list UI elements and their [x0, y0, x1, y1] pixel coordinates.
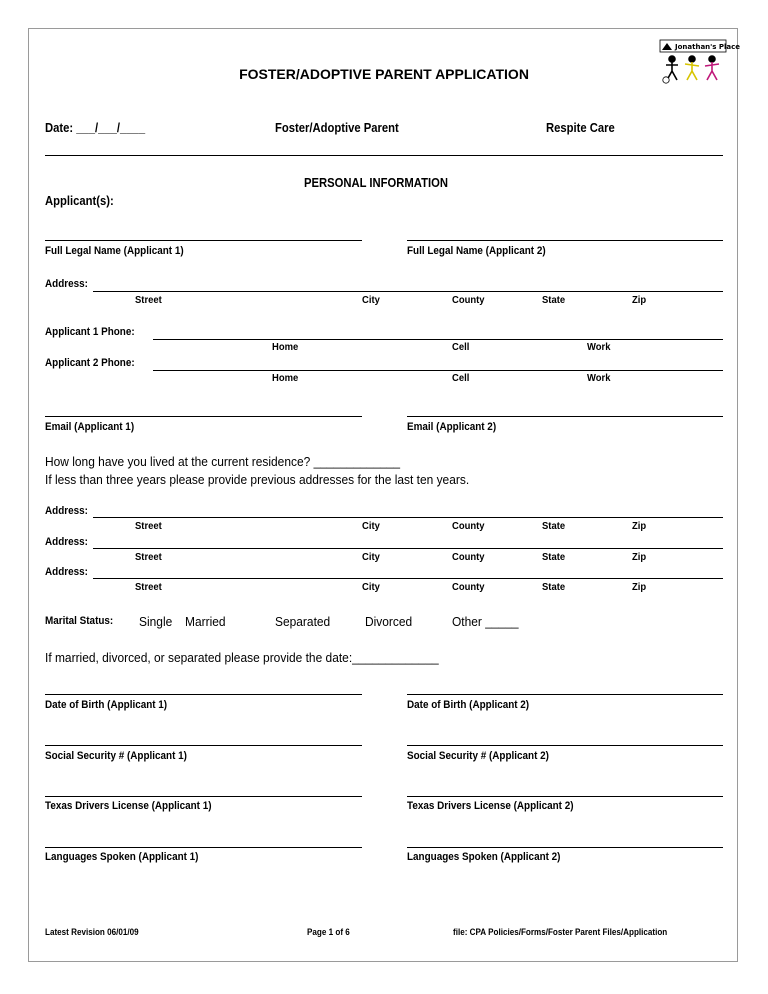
address-label: Address:: [45, 505, 88, 517]
address-sub-county: County: [452, 551, 485, 563]
marital-option-other[interactable]: Other _____: [452, 614, 519, 629]
phone-applicant-2-label: Applicant 2 Phone:: [45, 357, 135, 369]
address-sub-street: Street: [135, 294, 162, 306]
phone-applicant-2-input[interactable]: [153, 370, 723, 371]
address-label: Address:: [45, 536, 88, 548]
footer-file-path: file: CPA Policies/Forms/Foster Parent Files/Application: [453, 927, 668, 937]
marital-status-label: Marital Status:: [45, 615, 114, 627]
date-field[interactable]: Date: ___/___/____: [45, 121, 146, 135]
logo-text: Jonathan's Place: [675, 43, 741, 51]
ssn-applicant-1-input[interactable]: [45, 745, 362, 746]
address-sub-zip: Zip: [632, 581, 647, 593]
address-label: Address:: [45, 566, 88, 578]
address-sub-city: City: [362, 581, 380, 593]
name-applicant-2-label: Full Legal Name (Applicant 2): [407, 245, 546, 257]
dob-applicant-1-label: Date of Birth (Applicant 1): [45, 699, 168, 711]
email-applicant-2-input[interactable]: [407, 416, 723, 417]
address-sub-zip: Zip: [632, 551, 647, 563]
section-title: PERSONAL INFORMATION: [304, 176, 448, 190]
ssn-applicant-2-input[interactable]: [407, 745, 723, 746]
languages-applicant-1-input[interactable]: [45, 847, 362, 848]
name-applicant-1-input[interactable]: [45, 240, 362, 241]
languages-applicant-1-label: Languages Spoken (Applicant 1): [45, 851, 199, 863]
languages-applicant-2-input[interactable]: [407, 847, 723, 848]
page-title: FOSTER/ADOPTIVE PARENT APPLICATION: [239, 66, 529, 82]
page-border: [28, 28, 741, 962]
applicants-label: Applicant(s):: [45, 194, 114, 208]
address-label: Address:: [45, 278, 88, 290]
address-sub-street: Street: [135, 551, 162, 563]
phone-sub-work: Work: [587, 341, 611, 353]
license-applicant-1-input[interactable]: [45, 796, 362, 797]
marital-option-separated[interactable]: Separated: [275, 614, 331, 629]
ssn-applicant-1-label: Social Security # (Applicant 1): [45, 750, 187, 762]
dob-applicant-2-label: Date of Birth (Applicant 2): [407, 699, 530, 711]
prev-address-3-input[interactable]: [93, 578, 723, 579]
email-applicant-2-label: Email (Applicant 2): [407, 421, 497, 433]
address-sub-state: State: [542, 294, 566, 306]
license-applicant-1-label: Texas Drivers License (Applicant 1): [45, 800, 212, 812]
prev-address-1-input[interactable]: [93, 517, 723, 518]
footer-revision: Latest Revision 06/01/09: [45, 927, 139, 937]
phone-applicant-1-input[interactable]: [153, 339, 723, 340]
foster-adoptive-option[interactable]: Foster/Adoptive Parent: [275, 121, 399, 135]
dob-applicant-2-input[interactable]: [407, 694, 723, 695]
divider: [45, 155, 723, 156]
address-sub-zip: Zip: [632, 294, 647, 306]
phone-sub-home: Home: [272, 341, 299, 353]
address-sub-street: Street: [135, 581, 162, 593]
marital-option-single[interactable]: Single: [139, 614, 173, 629]
residence-question[interactable]: How long have you lived at the current residence? _____________: [45, 454, 401, 469]
phone-applicant-1-label: Applicant 1 Phone:: [45, 326, 135, 338]
address-sub-state: State: [542, 581, 566, 593]
address-sub-county: County: [452, 294, 485, 306]
ssn-applicant-2-label: Social Security # (Applicant 2): [407, 750, 549, 762]
license-applicant-2-label: Texas Drivers License (Applicant 2): [407, 800, 574, 812]
address-sub-city: City: [362, 294, 380, 306]
languages-applicant-2-label: Languages Spoken (Applicant 2): [407, 851, 561, 863]
address-sub-city: City: [362, 520, 380, 532]
address-sub-street: Street: [135, 520, 162, 532]
residence-note: If less than three years please provide previous addresses for the last ten years.: [45, 472, 470, 487]
license-applicant-2-input[interactable]: [407, 796, 723, 797]
email-applicant-1-input[interactable]: [45, 416, 362, 417]
marital-option-divorced[interactable]: Divorced: [365, 614, 413, 629]
email-applicant-1-label: Email (Applicant 1): [45, 421, 135, 433]
phone-sub-home: Home: [272, 372, 299, 384]
footer-page-number: Page 1 of 6: [307, 927, 350, 937]
phone-sub-cell: Cell: [452, 341, 470, 353]
address-input[interactable]: [93, 291, 723, 292]
phone-sub-cell: Cell: [452, 372, 470, 384]
prev-address-2-input[interactable]: [93, 548, 723, 549]
respite-care-option[interactable]: Respite Care: [546, 121, 615, 135]
address-sub-city: City: [362, 551, 380, 563]
marital-option-married[interactable]: Married: [185, 614, 226, 629]
phone-sub-work: Work: [587, 372, 611, 384]
dob-applicant-1-input[interactable]: [45, 694, 362, 695]
marital-date-prompt[interactable]: If married, divorced, or separated please provide the date:_____________: [45, 650, 439, 665]
name-applicant-1-label: Full Legal Name (Applicant 1): [45, 245, 184, 257]
name-applicant-2-input[interactable]: [407, 240, 723, 241]
address-sub-county: County: [452, 520, 485, 532]
address-sub-state: State: [542, 551, 566, 563]
address-sub-zip: Zip: [632, 520, 647, 532]
address-sub-state: State: [542, 520, 566, 532]
address-sub-county: County: [452, 581, 485, 593]
